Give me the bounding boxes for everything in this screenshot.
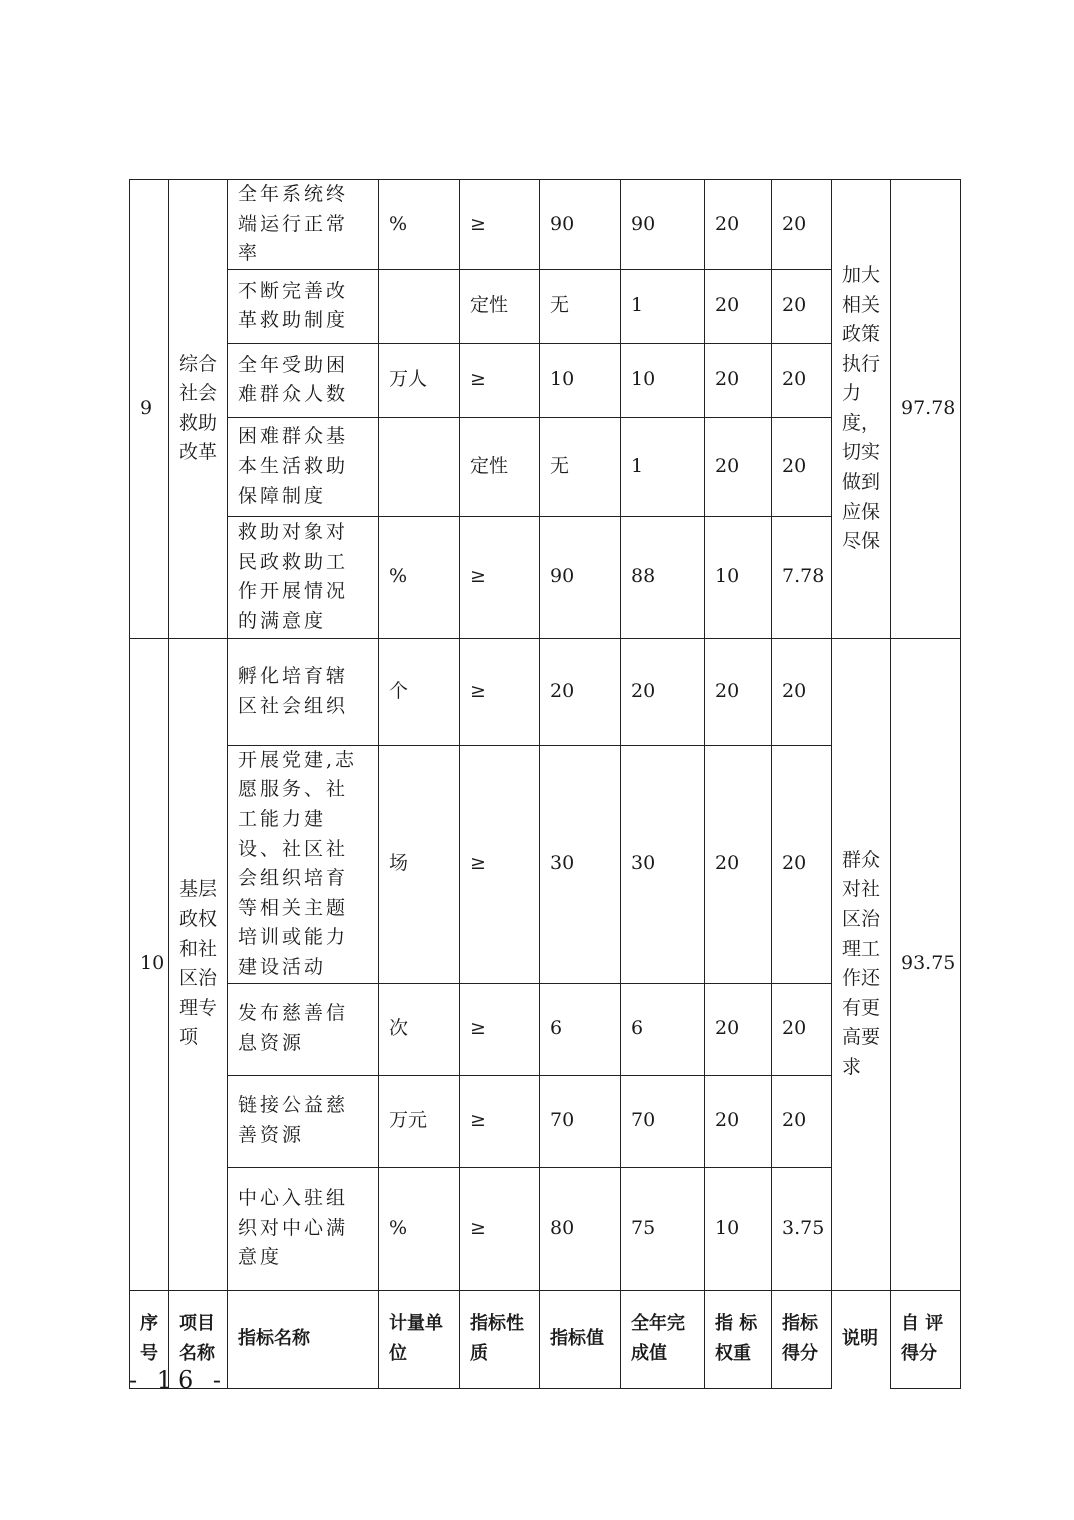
- table-row: [130, 638, 961, 745]
- weight-cell: 20: [705, 745, 772, 983]
- actual-cell: 90: [621, 180, 705, 270]
- actual-cell: 1: [621, 269, 705, 343]
- nature-cell: ≥: [460, 516, 540, 638]
- weight-cell: 20: [705, 180, 772, 270]
- target-cell: 80: [540, 1167, 621, 1290]
- self-score-cell: 97.78: [891, 180, 961, 639]
- nature-cell: ≥: [460, 745, 540, 983]
- actual-cell: 10: [621, 343, 705, 417]
- actual-cell: 70: [621, 1075, 705, 1167]
- nature-cell: ≥: [460, 983, 540, 1075]
- project-name-cell: 综合社会救助改革: [169, 180, 228, 639]
- header-nature: 指标性质: [460, 1290, 540, 1388]
- unit-cell: 场: [379, 745, 460, 983]
- target-cell: 70: [540, 1075, 621, 1167]
- score-cell: 3.75: [772, 1167, 832, 1290]
- score-cell: 7.78: [772, 516, 832, 638]
- table-header-row: [130, 1290, 961, 1388]
- weight-cell: 20: [705, 269, 772, 343]
- nature-cell: ≥: [460, 180, 540, 270]
- header-actual: 全年完成值: [621, 1290, 705, 1388]
- score-cell: 20: [772, 983, 832, 1075]
- indicator-name-cell: 全年系统终端运行正常率: [228, 180, 379, 270]
- unit-cell: 个: [379, 638, 460, 745]
- target-cell: 6: [540, 983, 621, 1075]
- indicator-name-cell: 困难群众基本生活救助保障制度: [228, 417, 379, 516]
- project-name-cell: 基层政权和社区治理专项: [169, 638, 228, 1290]
- unit-cell: 万元: [379, 1075, 460, 1167]
- actual-cell: 20: [621, 638, 705, 745]
- weight-cell: 10: [705, 1167, 772, 1290]
- nature-cell: ≥: [460, 638, 540, 745]
- header-explanation: 说明: [832, 1290, 891, 1388]
- nature-cell: 定性: [460, 269, 540, 343]
- nature-cell: ≥: [460, 343, 540, 417]
- weight-cell: 20: [705, 983, 772, 1075]
- explanation-cell: 加大相关政策执行力度，切实做到应保尽保: [832, 180, 891, 639]
- target-cell: 20: [540, 638, 621, 745]
- table-row: [130, 180, 961, 270]
- actual-cell: 75: [621, 1167, 705, 1290]
- header-indicator: 指标名称: [228, 1290, 379, 1388]
- score-cell: 20: [772, 417, 832, 516]
- nature-cell: ≥: [460, 1075, 540, 1167]
- indicator-name-cell: 全年受助困难群众人数: [228, 343, 379, 417]
- indicator-name-cell: 救助对象对民政救助工作开展情况的满意度: [228, 516, 379, 638]
- target-cell: 90: [540, 180, 621, 270]
- weight-cell: 20: [705, 343, 772, 417]
- score-cell: 20: [772, 180, 832, 270]
- header-weight: 指 标权重: [705, 1290, 772, 1388]
- indicator-name-cell: 开展党建,志愿服务、社工能力建设、社区社会组织培育等相关主题培训或能力建设活动: [228, 745, 379, 983]
- nature-cell: ≥: [460, 1167, 540, 1290]
- score-cell: 20: [772, 269, 832, 343]
- evaluation-table: [129, 179, 961, 1389]
- score-cell: 20: [772, 745, 832, 983]
- header-seq: 序号: [130, 1290, 169, 1388]
- page-number: - 16 -: [129, 1366, 228, 1394]
- seq-cell: 10: [130, 638, 169, 1290]
- actual-cell: 1: [621, 417, 705, 516]
- header-project: 项目名称: [169, 1290, 228, 1388]
- actual-cell: 88: [621, 516, 705, 638]
- header-score: 指标得分: [772, 1290, 832, 1388]
- unit-cell: 次: [379, 983, 460, 1075]
- target-cell: 90: [540, 516, 621, 638]
- actual-cell: 6: [621, 983, 705, 1075]
- target-cell: 无: [540, 417, 621, 516]
- header-target: 指标值: [540, 1290, 621, 1388]
- target-cell: 10: [540, 343, 621, 417]
- score-cell: 20: [772, 343, 832, 417]
- indicator-name-cell: 不断完善改革救助制度: [228, 269, 379, 343]
- indicator-name-cell: 中心入驻组织对中心满意度: [228, 1167, 379, 1290]
- unit-cell: %: [379, 1167, 460, 1290]
- explanation-cell: 群众对社区治理工作还有更高要求: [832, 638, 891, 1290]
- header-self-score: 自 评得分: [891, 1290, 961, 1388]
- weight-cell: 20: [705, 1075, 772, 1167]
- seq-cell: 9: [130, 180, 169, 639]
- unit-cell: 万人: [379, 343, 460, 417]
- unit-cell: %: [379, 516, 460, 638]
- target-cell: 无: [540, 269, 621, 343]
- actual-cell: 30: [621, 745, 705, 983]
- indicator-name-cell: 链接公益慈善资源: [228, 1075, 379, 1167]
- header-unit: 计量单位: [379, 1290, 460, 1388]
- nature-cell: 定性: [460, 417, 540, 516]
- target-cell: 30: [540, 745, 621, 983]
- unit-cell: [379, 269, 460, 343]
- weight-cell: 20: [705, 638, 772, 745]
- indicator-name-cell: 发布慈善信息资源: [228, 983, 379, 1075]
- weight-cell: 10: [705, 516, 772, 638]
- self-score-cell: 93.75: [891, 638, 961, 1290]
- score-cell: 20: [772, 638, 832, 745]
- unit-cell: %: [379, 180, 460, 270]
- score-cell: 20: [772, 1075, 832, 1167]
- weight-cell: 20: [705, 417, 772, 516]
- unit-cell: [379, 417, 460, 516]
- indicator-name-cell: 孵化培育辖区社会组织: [228, 638, 379, 745]
